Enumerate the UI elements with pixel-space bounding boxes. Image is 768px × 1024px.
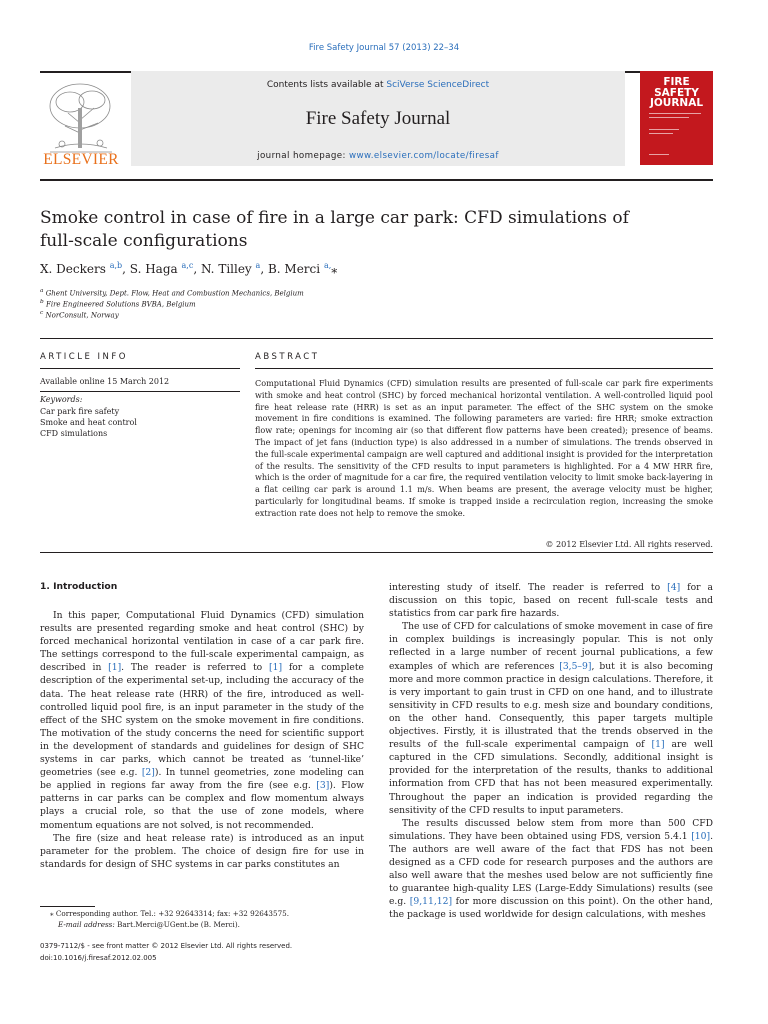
abstract-text: Computational Fluid Dynamics (CFD) simulation results are presented of full-scale car park fire experiments with smoke and heat control (SHC) by forced mechanical horizontal ventilation. A well-controlled liquid pool fire heat release rate (HRR) is set as an input parameter. The effect of the SHC system on the smoke movement in fire conditions is examined. The following parameters are varied: fire HRR; smoke extraction flow rate; openings for incoming air (so that different flow patterns have been created); presence of beams. The impact of jet fans (induction type) is also addressed in a number of simulations. The trends observed in the full-scale experimental campaign are well captured and additional insight is provided for the interpretation of the results. The sensitivity of the CFD results to input parameters is highlighted. For a 4 MW HRR fire, which is the order of magnitude for a car fire, the required ventilation velocity to limit smoke back-layering in a flat ceiling car park is around 1.1 m/s. When beams are present, the average velocity must be higher, particularly for longitudinal beams. If smoke is trapped inside a recirculation region, increasing the smoke extraction rate does not help to remove the smoke.: [255, 378, 713, 518]
author[interactable]: N. Tilley $^a$: [200, 261, 261, 276]
reference-link[interactable]: [3]: [316, 780, 330, 792]
paper-title: [40, 207, 680, 253]
keyword: Car park fire safety: [40, 407, 120, 416]
cover-decoration: [649, 117, 689, 118]
affiliation: $^b$ Fire Engineered Solutions BVBA, Belgium: [40, 299, 196, 309]
footnote-email: E-mail address: Bart.Merci@UGent.be (B. Merci).: [58, 920, 240, 929]
homepage-prefix: journal homepage:: [257, 151, 350, 161]
keywords-label: Keywords:: [40, 395, 83, 404]
footnote-rule: [40, 906, 95, 907]
reference-link[interactable]: [1]: [108, 662, 122, 674]
author[interactable]: B. Merci $^{a,}$: [267, 261, 332, 276]
reference-link[interactable]: [4]: [667, 582, 681, 593]
abstract-bottom-rule: [40, 552, 713, 553]
email-link[interactable]: Bart.Merci@UGent.be: [117, 920, 199, 929]
paragraph: The results discussed below stem from more than 500 CFD simulations. They have been obtained using FDS, version 5.4.1 [10]. The authors are well aware of the fact that FDS has not been designed as a CFD code for research purposes and the authors are also well aware that the meshes used below are not sufficiently fine to guarantee high-quality LES (Large-Eddy Simulations) results (see e.g. [9,11,12] for more discussion on this point). On the other hand, the package is used worldwide for design calculations, with meshes: [389, 817, 713, 921]
paragraph: The use of CFD for calculations of smoke movement in case of fire in complex buildings is increasingly popular. This is not only reflected in a large number of recent journal publications, a few examples of which are references [3,5–9], but it is also becoming more and more common practice in design calculations. Therefore, it is very important to gain trust in CFD on one hand, and to illustrate sensitivity in CFD results to e.g. mesh size and boundary conditions, on the other hand. Consequently, this paper targets multiple objectives. Firstly, it is illustrated that the trends observed in the results of the full-scale experimental campaign of [1] are well captured in the CFD simulations. Secondly, additional insight is provided for the interpretation of the results, thanks to additional information from CFD that has not been measured experimentally. Throughout the paper an indication is provided regarding the sensitivity of the CFD results to input parameters.: [389, 621, 714, 816]
cover-decoration: [649, 154, 669, 155]
journal-name: Fire Safety Journal: [305, 108, 451, 129]
contents-prefix: Contents lists available at: [266, 80, 387, 90]
reference-link[interactable]: [9,11,12]: [409, 896, 453, 908]
publisher-name: ELSEVIER: [43, 151, 119, 168]
keyword: Smoke and heat control: [40, 418, 137, 427]
keyword: CFD simulations: [40, 429, 108, 438]
cover-title-line-2: SAFETY: [654, 86, 699, 99]
cover-decoration: [649, 113, 701, 114]
abstract-rule: [255, 368, 713, 369]
paragraph: In this paper, Computational Fluid Dynamics (CFD) simulation results are presented regarding smoke and heat control (SHC) by forced mechanical horizontal ventilation in case of a car park fire. The settings correspond to the full-scale experimental campaign, as described in [1]. The reader is referred to [1] for a complete description of the experimental set-up, including the accuracy of the data. The heat release rate (HRR) of the fire, introduced as well-controlled liquid pool fire, is an input parameter in the study of the effect of the SHC system on the smoke movement in fire conditions. The motivation of the study concerns the need for scientific support in the development of standards and guidelines for design of SHC systems in car parks, which cannot be treated as ‘tunnel-like’ geometries (see e.g. [2]). In tunnel geometries, zone modeling can be applied in regions far away from the fire (see e.g. [3]). Flow patterns in car parks can be complex and flow momentum always plays a crucial role, so that the use of zone models, where momentum equations are not solved, is not recommended.: [40, 610, 364, 831]
corresponding-author-mark[interactable]: ⁎: [331, 262, 338, 276]
available-online-date: Available online 15 March 2012: [40, 377, 170, 386]
reference-link[interactable]: [1]: [269, 662, 283, 674]
author[interactable]: S. Haga $^{a,c}$: [129, 261, 194, 276]
author[interactable]: X. Deckers $^{a,b}$: [40, 261, 123, 276]
article-info-heading: ARTICLE INFO: [40, 352, 128, 362]
affiliation: $^a$ Ghent University, Dept. Flow, Heat and Combustion Mechanics, Belgium: [40, 288, 304, 298]
cover-title: [640, 77, 713, 109]
cover-decoration: [649, 133, 673, 134]
reference-link[interactable]: [10]: [691, 830, 711, 842]
footnote-corresponding: ⁎ Corresponding author. Tel.: +32 92643314; fax: +32 92643575.: [50, 909, 290, 918]
cover-title-line-3: JOURNAL: [649, 97, 704, 109]
issn-line: 0379-7112/$ - see front matter © 2012 Elsevier Ltd. All rights reserved.: [40, 942, 293, 950]
cover-title-line-1: FIRE: [663, 76, 690, 88]
doi-line[interactable]: doi:10.1016/j.firesaf.2012.02.005: [40, 954, 157, 962]
left-column: [40, 609, 364, 871]
abstract-copyright: © 2012 Elsevier Ltd. All rights reserved.: [545, 539, 713, 549]
homepage-line: [131, 151, 625, 161]
affiliation: $^c$ NorConsult, Norway: [40, 310, 119, 320]
reference-link[interactable]: [3,5–9]: [559, 660, 592, 672]
author-list: X. Deckers $^{a,b}$, S. Haga $^{a,c}$, N. Tilley $^a$, B. Merci $^{a,}$⁎: [40, 261, 338, 276]
journal-citation[interactable]: Fire Safety Journal 57 (2013) 22–34: [308, 43, 460, 53]
paragraph: The fire (size and heat release rate) is introduced as an input parameter for the problem. The choice of design fire for use in standards for design of SHC systems in car parks constitutes an: [40, 832, 364, 870]
journal-cover-thumbnail: [640, 71, 713, 165]
header-bottom-rule: [40, 179, 713, 181]
article-info-rule: [40, 368, 240, 369]
contents-line: [131, 80, 625, 90]
abstract-heading: ABSTRACT: [255, 352, 320, 362]
title-line-2: full-scale configurations: [40, 231, 248, 251]
right-column: [389, 581, 713, 921]
reference-link[interactable]: [1]: [651, 739, 665, 751]
article-info-rule: [40, 391, 240, 392]
section-rule: [40, 338, 713, 339]
paragraph: interesting study of itself. The reader is referred to [4] for a discussion on this topic, based on recent full-scale tests and statistics from car park fire hazards.: [389, 582, 713, 620]
cover-decoration: [649, 129, 679, 130]
homepage-link[interactable]: www.elsevier.com/locate/firesaf: [349, 151, 499, 161]
title-line-1: Smoke control in case of fire in a large car park: CFD simulations of: [40, 208, 629, 228]
sciencedirect-link[interactable]: SciVerse ScienceDirect: [386, 80, 490, 90]
section-heading-introduction: 1. Introduction: [40, 581, 118, 592]
reference-link[interactable]: [2]: [141, 767, 155, 779]
